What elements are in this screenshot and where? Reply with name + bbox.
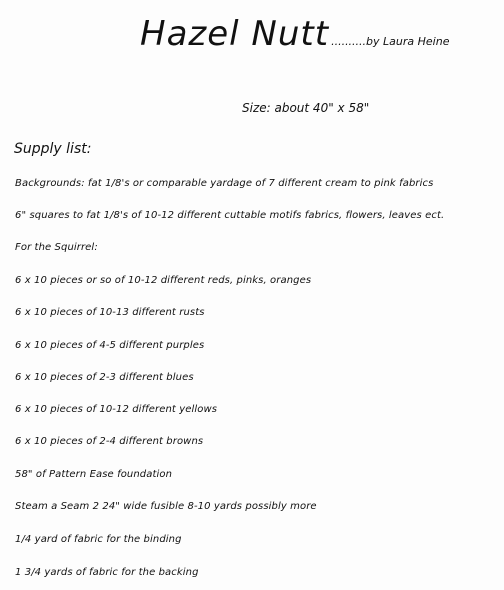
- supply-item: 6 x 10 pieces of 10-12 different yellows: [15, 404, 218, 415]
- title-row: [140, 14, 449, 54]
- supply-item: For the Squirrel:: [15, 242, 98, 253]
- supply-item: 6 x 10 pieces of 4-5 different purples: [15, 340, 205, 351]
- supply-item: Steam a Seam 2 24" wide fusible 8-10 yards possibly more: [15, 501, 317, 512]
- supply-item: 1 3/4 yards of fabric for the backing: [15, 567, 199, 578]
- author-byline: ..........by Laura Heine: [331, 35, 450, 48]
- supply-list-heading: Supply list:: [14, 141, 92, 157]
- supply-item: 6 x 10 pieces or so of 10-12 different reds, pinks, oranges: [15, 275, 312, 286]
- supply-item: 6 x 10 pieces of 10-13 different rusts: [15, 307, 205, 318]
- supply-item: 58" of Pattern Ease foundation: [15, 469, 173, 480]
- supply-item: 6" squares to fat 1/8's of 10-12 different cuttable motifs fabrics, flowers, leaves ect.: [15, 210, 445, 221]
- supply-item: Backgrounds: fat 1/8's or comparable yardage of 7 different cream to pink fabrics: [15, 178, 434, 189]
- supply-item: 6 x 10 pieces of 2-3 different blues: [15, 372, 194, 383]
- document-title: Hazel Nutt: [140, 14, 330, 54]
- supply-item: 1/4 yard of fabric for the binding: [15, 534, 182, 545]
- supply-item: 6 x 10 pieces of 2-4 different browns: [15, 436, 204, 447]
- size-line: Size: about 40" x 58": [242, 101, 370, 115]
